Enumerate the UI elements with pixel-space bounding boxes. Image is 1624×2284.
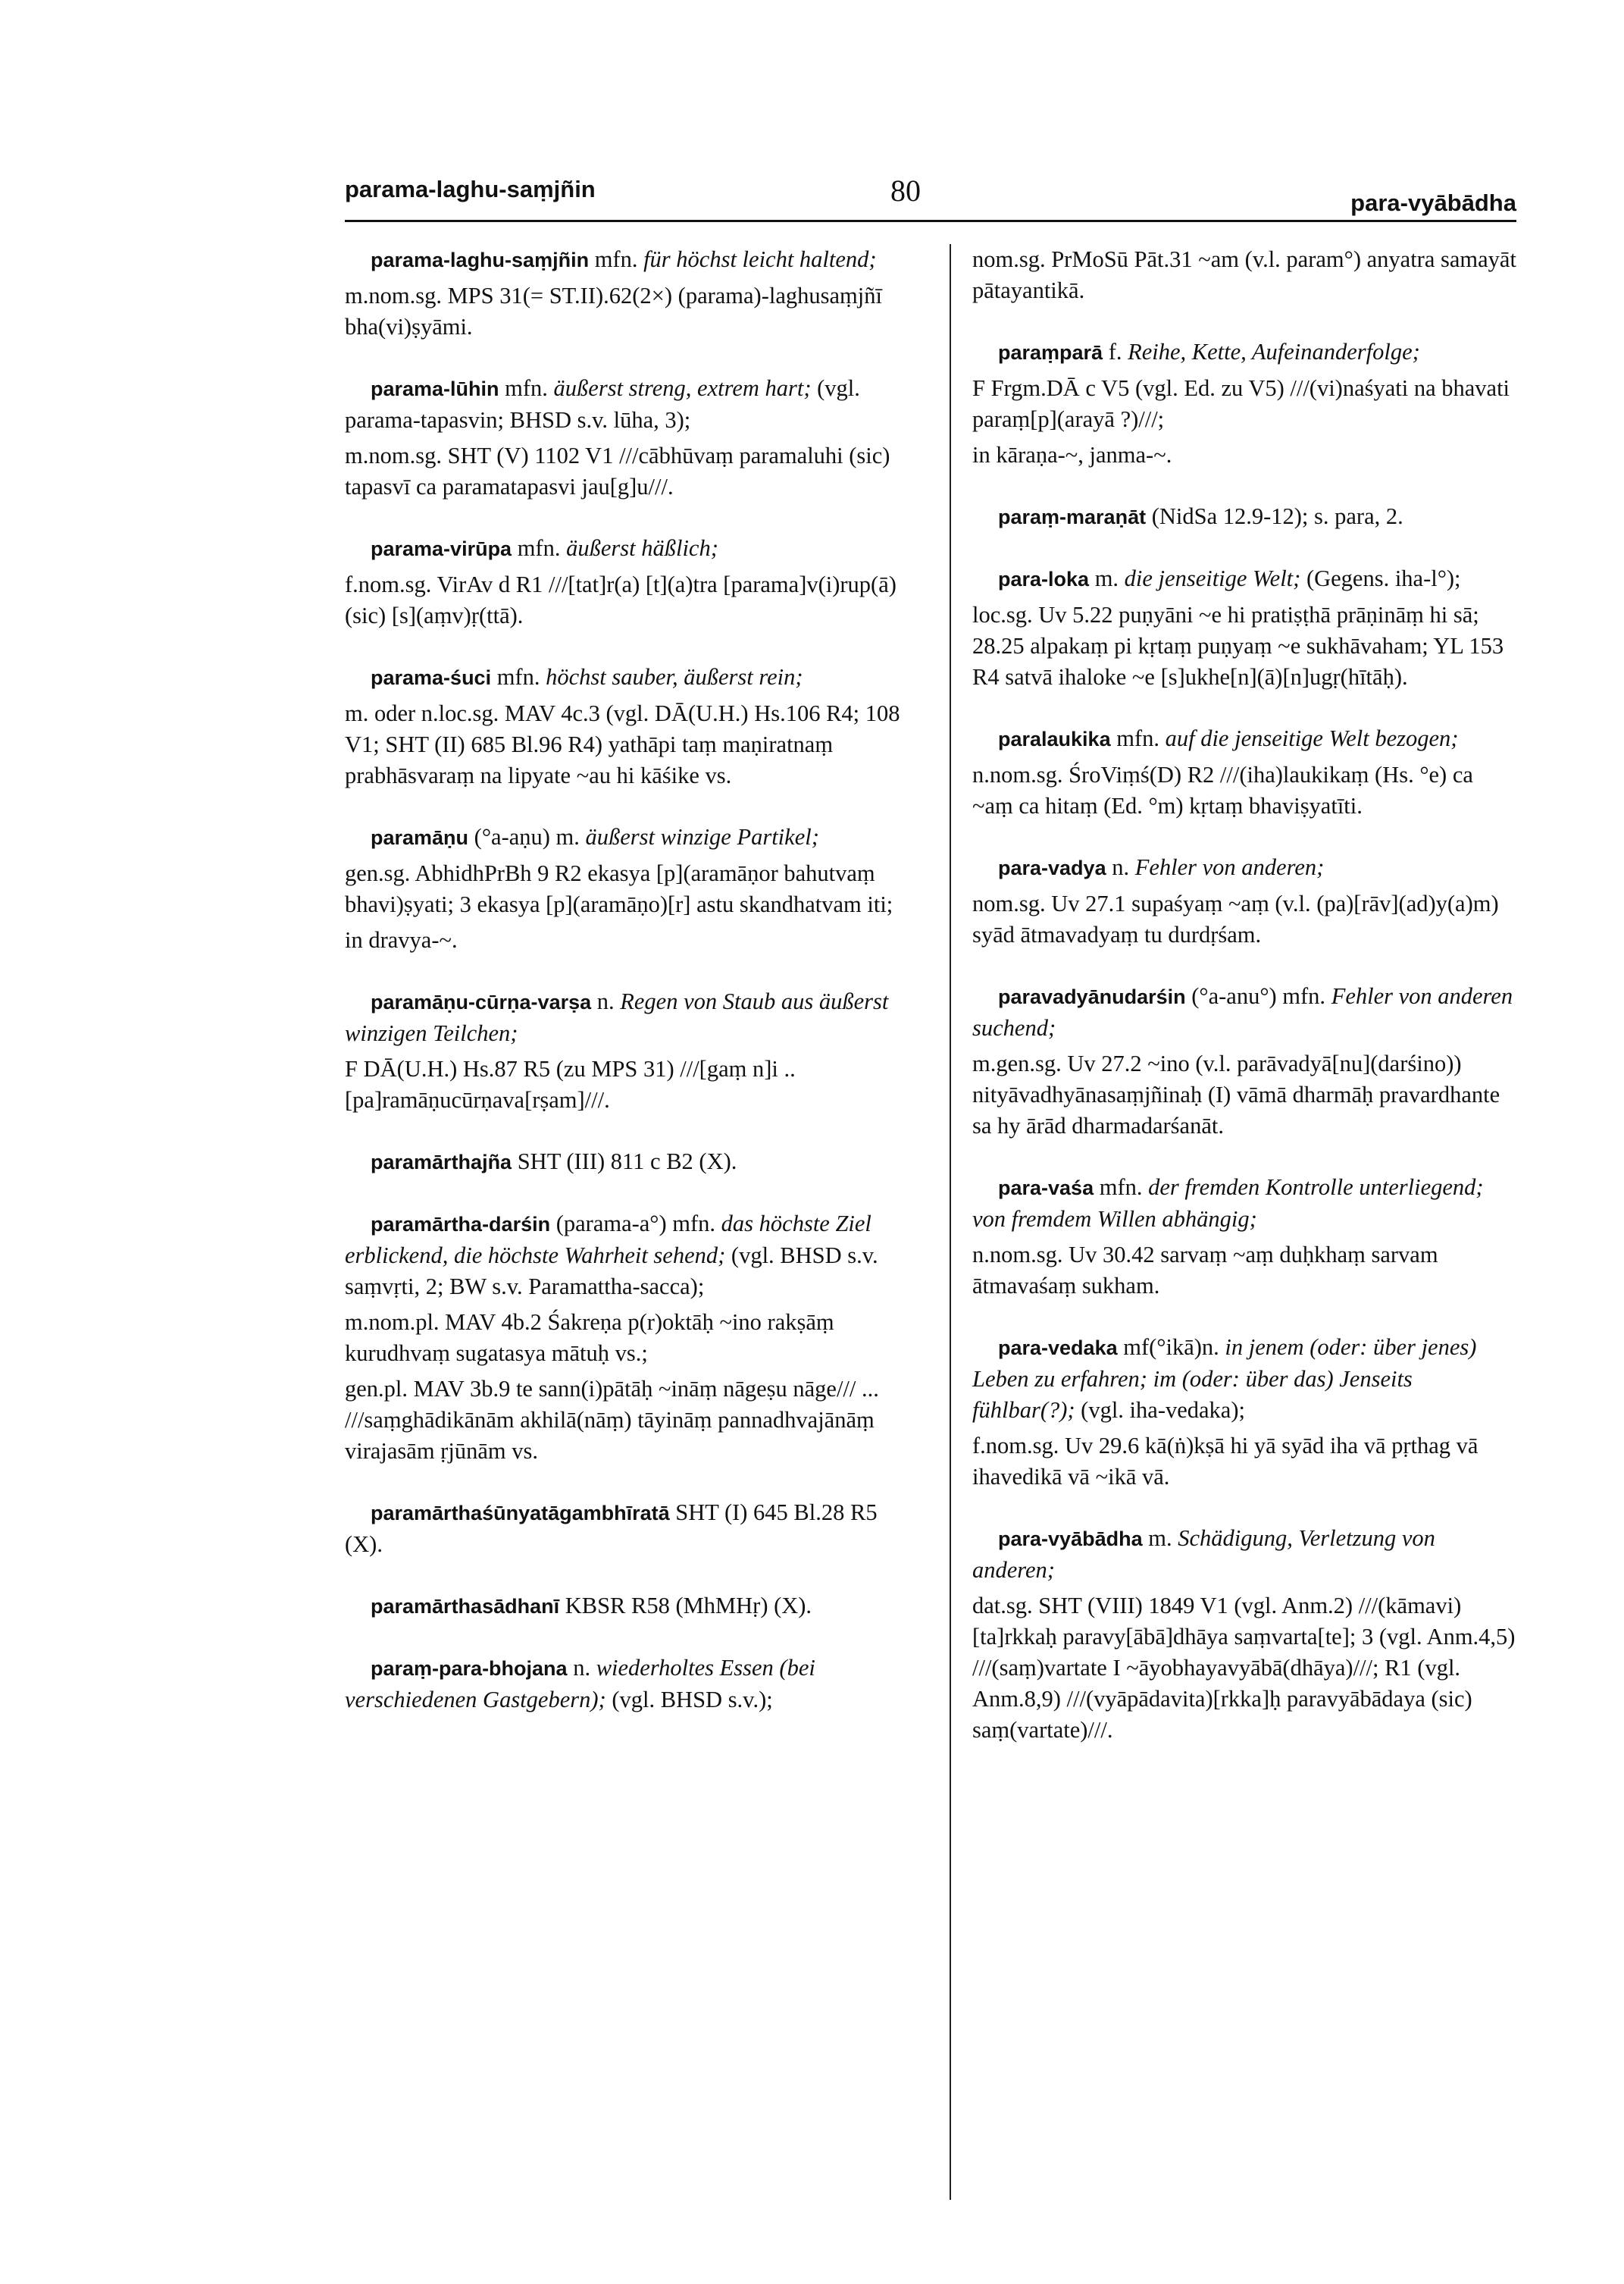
headword: paravadyānudarśin [998, 985, 1186, 1008]
entry-heading [972, 1332, 1518, 1426]
grammar-info: (°a-aṇu) m. [468, 824, 586, 850]
entry-heading [345, 1146, 912, 1178]
dictionary-entry [972, 563, 1518, 693]
headword: paralaukika [998, 728, 1111, 750]
grammar-info: mfn. [512, 535, 567, 561]
citation-line: in kāraṇa-~, janma-~. [972, 442, 1172, 468]
grammar-info: f. [1103, 339, 1128, 365]
entry-heading [972, 1523, 1518, 1586]
headword: paraṃ-para-bhojana [371, 1657, 568, 1680]
german-gloss: in jenem (oder: über jenes) Leben zu erfahren; im (oder: über das) Jenseits fühlbar(?); [972, 1334, 1477, 1423]
headword: parama-virūpa [371, 537, 512, 560]
entry-heading [345, 1208, 912, 1302]
entry-heading [345, 533, 912, 565]
citation-line: n.nom.sg. ŚroViṃś(D) R2 ///(iha)laukikaṃ (Hs. °e) ca ~aṃ ca hitaṃ (Ed. °m) kṛtaṃ bhaviṣyatīti. [972, 762, 1473, 819]
header-rule [345, 220, 1516, 222]
entry-heading [345, 1653, 912, 1715]
grammar-info: (parama-a°) mfn. [550, 1211, 721, 1236]
dictionary-entry [345, 1146, 912, 1178]
entry-heading [972, 723, 1518, 755]
entry-heading [345, 244, 912, 276]
entry-heading [345, 1497, 912, 1560]
dictionary-entry [345, 1208, 912, 1467]
german-gloss: die jenseitige Welt; [1124, 566, 1301, 591]
headword: paramāṇu-cūrṇa-varṣa [371, 991, 592, 1014]
citation-line: F DĀ(U.H.) Hs.87 R5 (zu MPS 31) ///[gaṃ n]i .. [pa]ramāṇucūrṇava[rṣam]///. [345, 1056, 796, 1113]
headword: paramāṇu [371, 826, 469, 849]
entry-heading [972, 981, 1518, 1044]
cross-reference: (vgl. BHSD s.v.); [605, 1687, 773, 1712]
german-gloss: Fehler von anderen suchend; [972, 983, 1513, 1041]
german-gloss: das höchste Ziel erblickend, die höchste Wahrheit sehend; [345, 1211, 871, 1268]
german-gloss: wiederholtes Essen (bei verschiedenen Gastgebern); [345, 1655, 815, 1712]
header-left-headword: parama-laghu-saṃjñin [345, 176, 596, 202]
citation-line: loc.sg. Uv 5.22 puṇyāni ~e hi pratiṣṭhā prāṇināṃ hi sā; 28.25 alpakaṃ pi kṛtaṃ puṇyaṃ ~e sukhāvaham; YL 153 R4 satvā ihaloke ~e [s]ukhe[n](ā)[n]ugṛ(hītāḥ). [972, 602, 1504, 690]
headword: paraṃ-maraṇāt [998, 506, 1147, 528]
cross-reference: (vgl. BHSD s.v. saṃvṛti, 2; BW s.v. Paramattha-sacca); [345, 1242, 878, 1299]
citation-line: m.nom.pl. MAV 4b.2 Śakreṇa p(r)oktāḥ ~ino rakṣāṃ kurudhvaṃ sugatasya mātuḥ vs.; [345, 1309, 834, 1366]
grammar-info: mfn. [491, 664, 546, 690]
citation-line: in dravya-~. [345, 927, 458, 953]
grammar-info: (°a-anu°) mfn. [1185, 983, 1331, 1009]
headword: parama-śuci [371, 666, 492, 689]
citation-line: f.nom.sg. VirAv d R1 ///[tat]r(a) [t](a)tra [parama]v(i)rup(ā) (sic) [s](aṃv)ṛ(ttā). [345, 572, 896, 628]
headword: para-vyābādha [998, 1527, 1143, 1550]
dictionary-entry [972, 1172, 1518, 1302]
citation-line: m.nom.sg. MPS 31(= ST.II).62(2×) (parama)-laghusaṃjñī bha(vi)ṣyāmi. [345, 283, 882, 340]
dictionary-entry [345, 373, 912, 503]
entry-heading [972, 337, 1518, 368]
grammar-info: n. [591, 988, 621, 1014]
cross-reference: (vgl. parama-tapasvin; BHSD s.v. lūha, 3); [345, 375, 860, 433]
headword: parama-laghu-saṃjñin [371, 249, 590, 271]
dictionary-entry [345, 822, 912, 956]
dictionary-entry [972, 1332, 1518, 1493]
headword: para-loka [998, 568, 1090, 591]
german-gloss: auf die jenseitige Welt bezogen; [1165, 725, 1459, 751]
dictionary-entry [972, 981, 1518, 1142]
grammar-info: mf(°ikā)n. [1117, 1334, 1225, 1360]
dictionary-entry [972, 337, 1518, 471]
dictionary-entry [345, 1497, 912, 1560]
headword: para-vadya [998, 857, 1106, 879]
citation-line: nom.sg. Uv 27.1 supaśyaṃ ~aṃ (v.l. (pa)[rāv](ad)y(a)m) syād ātmavadyaṃ tu durdṛśam. [972, 891, 1499, 948]
entry-heading [345, 662, 912, 694]
page-header [345, 176, 1516, 221]
grammar-info: SHT (III) 811 c B2 (X). [512, 1148, 737, 1174]
entry-heading [972, 501, 1518, 533]
dictionary-entry [345, 1653, 912, 1715]
citation-line: m.nom.sg. SHT (V) 1102 V1 ///cābhūvaṃ paramaluhi (sic) tapasvī ca paramatapasvi jau[g]u///. [345, 443, 890, 500]
german-gloss: äußerst streng, extrem hart; [553, 375, 812, 401]
citation-line: m.gen.sg. Uv 27.2 ~ino (v.l. parāvadyā[nu](darśino)) nityāvadhyānasaṃjñinaḥ (I) vāmā dharmāḥ pravardhante sa hy ārād dharmadarśanāt. [972, 1051, 1500, 1139]
grammar-info: n. [567, 1655, 596, 1681]
headword: paramārthaśūnyatāgambhīratā [371, 1502, 670, 1524]
german-gloss: äußerst winzige Partikel; [585, 824, 819, 850]
headword: paramārthasādhanī [371, 1595, 560, 1618]
headword: paramārthajña [371, 1151, 512, 1173]
grammar-info: mfn. [1110, 725, 1166, 751]
header-right-headword: para-vyābādha [1350, 190, 1516, 216]
cross-reference: (vgl. iha-vedaka); [1075, 1397, 1245, 1423]
dictionary-entry [345, 1590, 912, 1622]
entry-heading [345, 822, 912, 854]
headword: paraṃparā [998, 341, 1103, 364]
grammar-info: n. [1106, 854, 1135, 880]
grammar-info: mfn. [499, 375, 554, 401]
entry-heading [345, 373, 912, 436]
grammar-info: mfn. [589, 246, 644, 272]
entry-heading [972, 852, 1518, 884]
german-gloss: für höchst leicht haltend; [643, 246, 877, 272]
entry-heading [972, 1172, 1518, 1235]
dictionary-entry [972, 1523, 1518, 1746]
dictionary-entry [345, 662, 912, 791]
entry-heading [345, 986, 912, 1049]
citation-line: gen.sg. AbhidhPrBh 9 R2 ekasya [p](aramāṇor bahutvaṃ bhavi)ṣyati; 3 ekasya [p](aramāṇo)[r] astu skandhatvam iti; [345, 860, 893, 917]
german-gloss: Reihe, Kette, Aufeinanderfolge; [1128, 339, 1420, 365]
grammar-info: KBSR R58 (MhMHṛ) (X). [559, 1593, 812, 1618]
citation-line: m. oder n.loc.sg. MAV 4c.3 (vgl. DĀ(U.H.) Hs.106 R4; 108 V1; SHT (II) 685 Bl.96 R4) yathāpi taṃ maṇiratnaṃ prabhāsvaraṃ na lipyate ~au hi kāśike vs. [345, 700, 900, 788]
citation-line: nom.sg. PrMoSū Pāt.31 ~am (v.l. param°) anyatra samayāt pātayantikā. [972, 246, 1516, 303]
german-gloss: Regen von Staub aus äußerst winzigen Teilchen; [345, 988, 889, 1046]
german-gloss: äußerst häßlich; [566, 535, 718, 561]
grammar-info: mfn. [1094, 1174, 1149, 1200]
cross-reference: (Gegens. iha-l°); [1300, 566, 1461, 591]
german-gloss: der fremden Kontrolle unterliegend; von fremdem Willen abhängig; [972, 1174, 1484, 1232]
citation-line: dat.sg. SHT (VIII) 1849 V1 (vgl. Anm.2) ///(kāmavi)[ta]rkkaḥ paravy[ābā]dhāya saṃvarta[te]; 3 (vgl. Anm.4,5) ///(saṃ)vartate I ~āyobhayavyābā(dhāya)///; R1 (vgl. Anm.8,9) ///(vyāpādavita)[rkka]ḥ paravyābādaya (sic) saṃ(vartate)///. [972, 1593, 1516, 1743]
headword: para-vaśa [998, 1176, 1094, 1199]
dictionary-entry [972, 501, 1518, 533]
grammar-info: m. [1142, 1525, 1178, 1551]
dictionary-entry [345, 244, 912, 343]
grammar-info: m. [1089, 566, 1125, 591]
citation-line: f.nom.sg. Uv 29.6 kā(ṅ)kṣā hi yā syād iha vā pṛthag vā ihavedikā vā ~ikā vā. [972, 1433, 1478, 1490]
german-gloss: Schädigung, Verletzung von anderen; [972, 1525, 1435, 1583]
citation-line: gen.pl. MAV 3b.9 te sann(i)pātāḥ ~ināṃ nāgeṣu nāge/// ... ///saṃghādikānām akhilā(nāṃ) tāyināṃ pannadhvajānāṃ virajasām ṛjūnām vs. [345, 1376, 879, 1464]
dictionary-entry [345, 986, 912, 1116]
entry-heading [345, 1590, 912, 1622]
dictionary-entry [972, 244, 1518, 306]
german-gloss: höchst sauber, äußerst rein; [546, 664, 803, 690]
german-gloss: Fehler von anderen; [1134, 854, 1325, 880]
grammar-info: (NidSa 12.9-12); s. para, 2. [1146, 503, 1403, 529]
entry-heading [972, 563, 1518, 595]
left-column [345, 244, 912, 2200]
dictionary-entry [972, 723, 1518, 822]
headword: para-vedaka [998, 1336, 1118, 1359]
headword: parama-lūhin [371, 378, 499, 400]
right-column [950, 244, 1518, 2200]
citation-line: n.nom.sg. Uv 30.42 sarvaṃ ~aṃ duḥkhaṃ sarvam ātmavaśaṃ sukham. [972, 1242, 1438, 1299]
grammar-info: SHT (I) 645 Bl.28 R5 (X). [345, 1499, 878, 1557]
page-number: 80 [890, 174, 921, 208]
citation-line: F Frgm.DĀ c V5 (vgl. Ed. zu V5) ///(vi)naśyati na bhavati paraṃ[p](arayā ?)///; [972, 375, 1510, 432]
headword: paramārtha-darśin [371, 1213, 551, 1236]
dictionary-entry [345, 533, 912, 631]
dictionary-entry [972, 852, 1518, 951]
